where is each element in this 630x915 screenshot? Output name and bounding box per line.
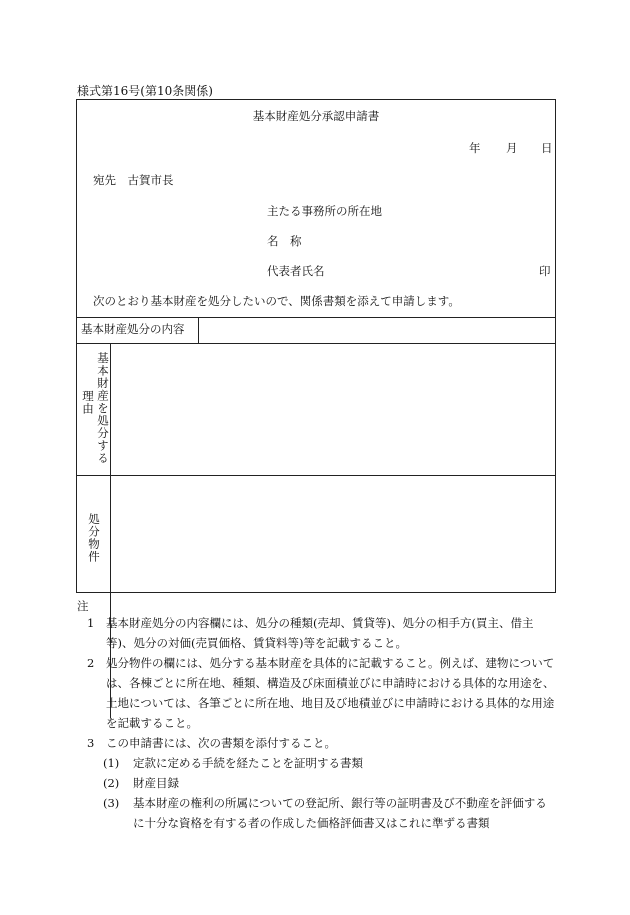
subnote-number: (2) [103, 776, 120, 790]
notes-heading: 注 [77, 599, 89, 613]
property-field[interactable] [111, 476, 555, 592]
note-text: 処分物件の欄には、処分する基本財産を具体的に記載すること。例えば、建物については、各棟ごとに所在地、種類、構造及び床面積並びに申請時における具体的な用途を、土地については、各筆ごとに所在地、地目及び地積並びに申請時における具体的な用途を記載すること。 [106, 656, 555, 730]
note-item [77, 613, 557, 653]
subnote-text: 財産目録 [133, 776, 179, 790]
subnote-text: 基本財産の権利の所属についての登記所、銀行等の証明書及び不動産を評価するに十分な資格を有する者の作成した価格評価書又はこれに準ずる書類 [133, 796, 547, 830]
subnote-item [77, 773, 557, 793]
note-item [77, 653, 557, 733]
date-year-label: 年 [469, 141, 481, 155]
subnote-text: 定款に定める手続を経たことを証明する書類 [133, 756, 363, 770]
subnote-number: (3) [103, 796, 120, 810]
disposal-content-field[interactable] [199, 318, 555, 343]
note-item [77, 733, 557, 753]
property-label: 処分物件 [86, 513, 101, 563]
subnote-item [77, 793, 557, 833]
address-label: 主たる事務所の所在地 [267, 204, 382, 218]
date-month-label: 月 [506, 141, 518, 155]
form-title: 基本財産処分承認申請書 [252, 109, 380, 123]
subnote-item [77, 753, 557, 773]
note-text: この申請書には、次の書類を添付すること。 [106, 736, 336, 750]
reason-inner-label: 基本財産を処分する [95, 352, 110, 465]
addressee: 宛先 古賀市長 [93, 173, 174, 187]
seal-mark: 印 [539, 264, 551, 278]
reason-outer-label: 理由 [80, 390, 95, 415]
name-label: 名 称 [267, 234, 302, 248]
form-number: 様式第16号(第10条関係) [77, 84, 213, 98]
note-number: 2 [87, 656, 95, 670]
note-number: 3 [87, 736, 95, 750]
reason-field[interactable] [111, 344, 555, 475]
note-number: 1 [87, 616, 95, 630]
disposal-content-label: 基本財産処分の内容 [81, 322, 185, 336]
intro-text: 次のとおり基本財産を処分したいので、関係書類を添えて申請します。 [93, 294, 460, 308]
representative-label: 代表者氏名 [267, 264, 325, 278]
note-text: 基本財産処分の内容欄には、処分の種類(売却、賃貸等)、処分の相手方(買主、借主等)、処分の対価(売買価格、賃貸料等)等を記載すること。 [106, 616, 534, 650]
subnote-number: (1) [103, 756, 120, 770]
application-form [76, 99, 556, 593]
date-day-label: 日 [541, 141, 553, 155]
